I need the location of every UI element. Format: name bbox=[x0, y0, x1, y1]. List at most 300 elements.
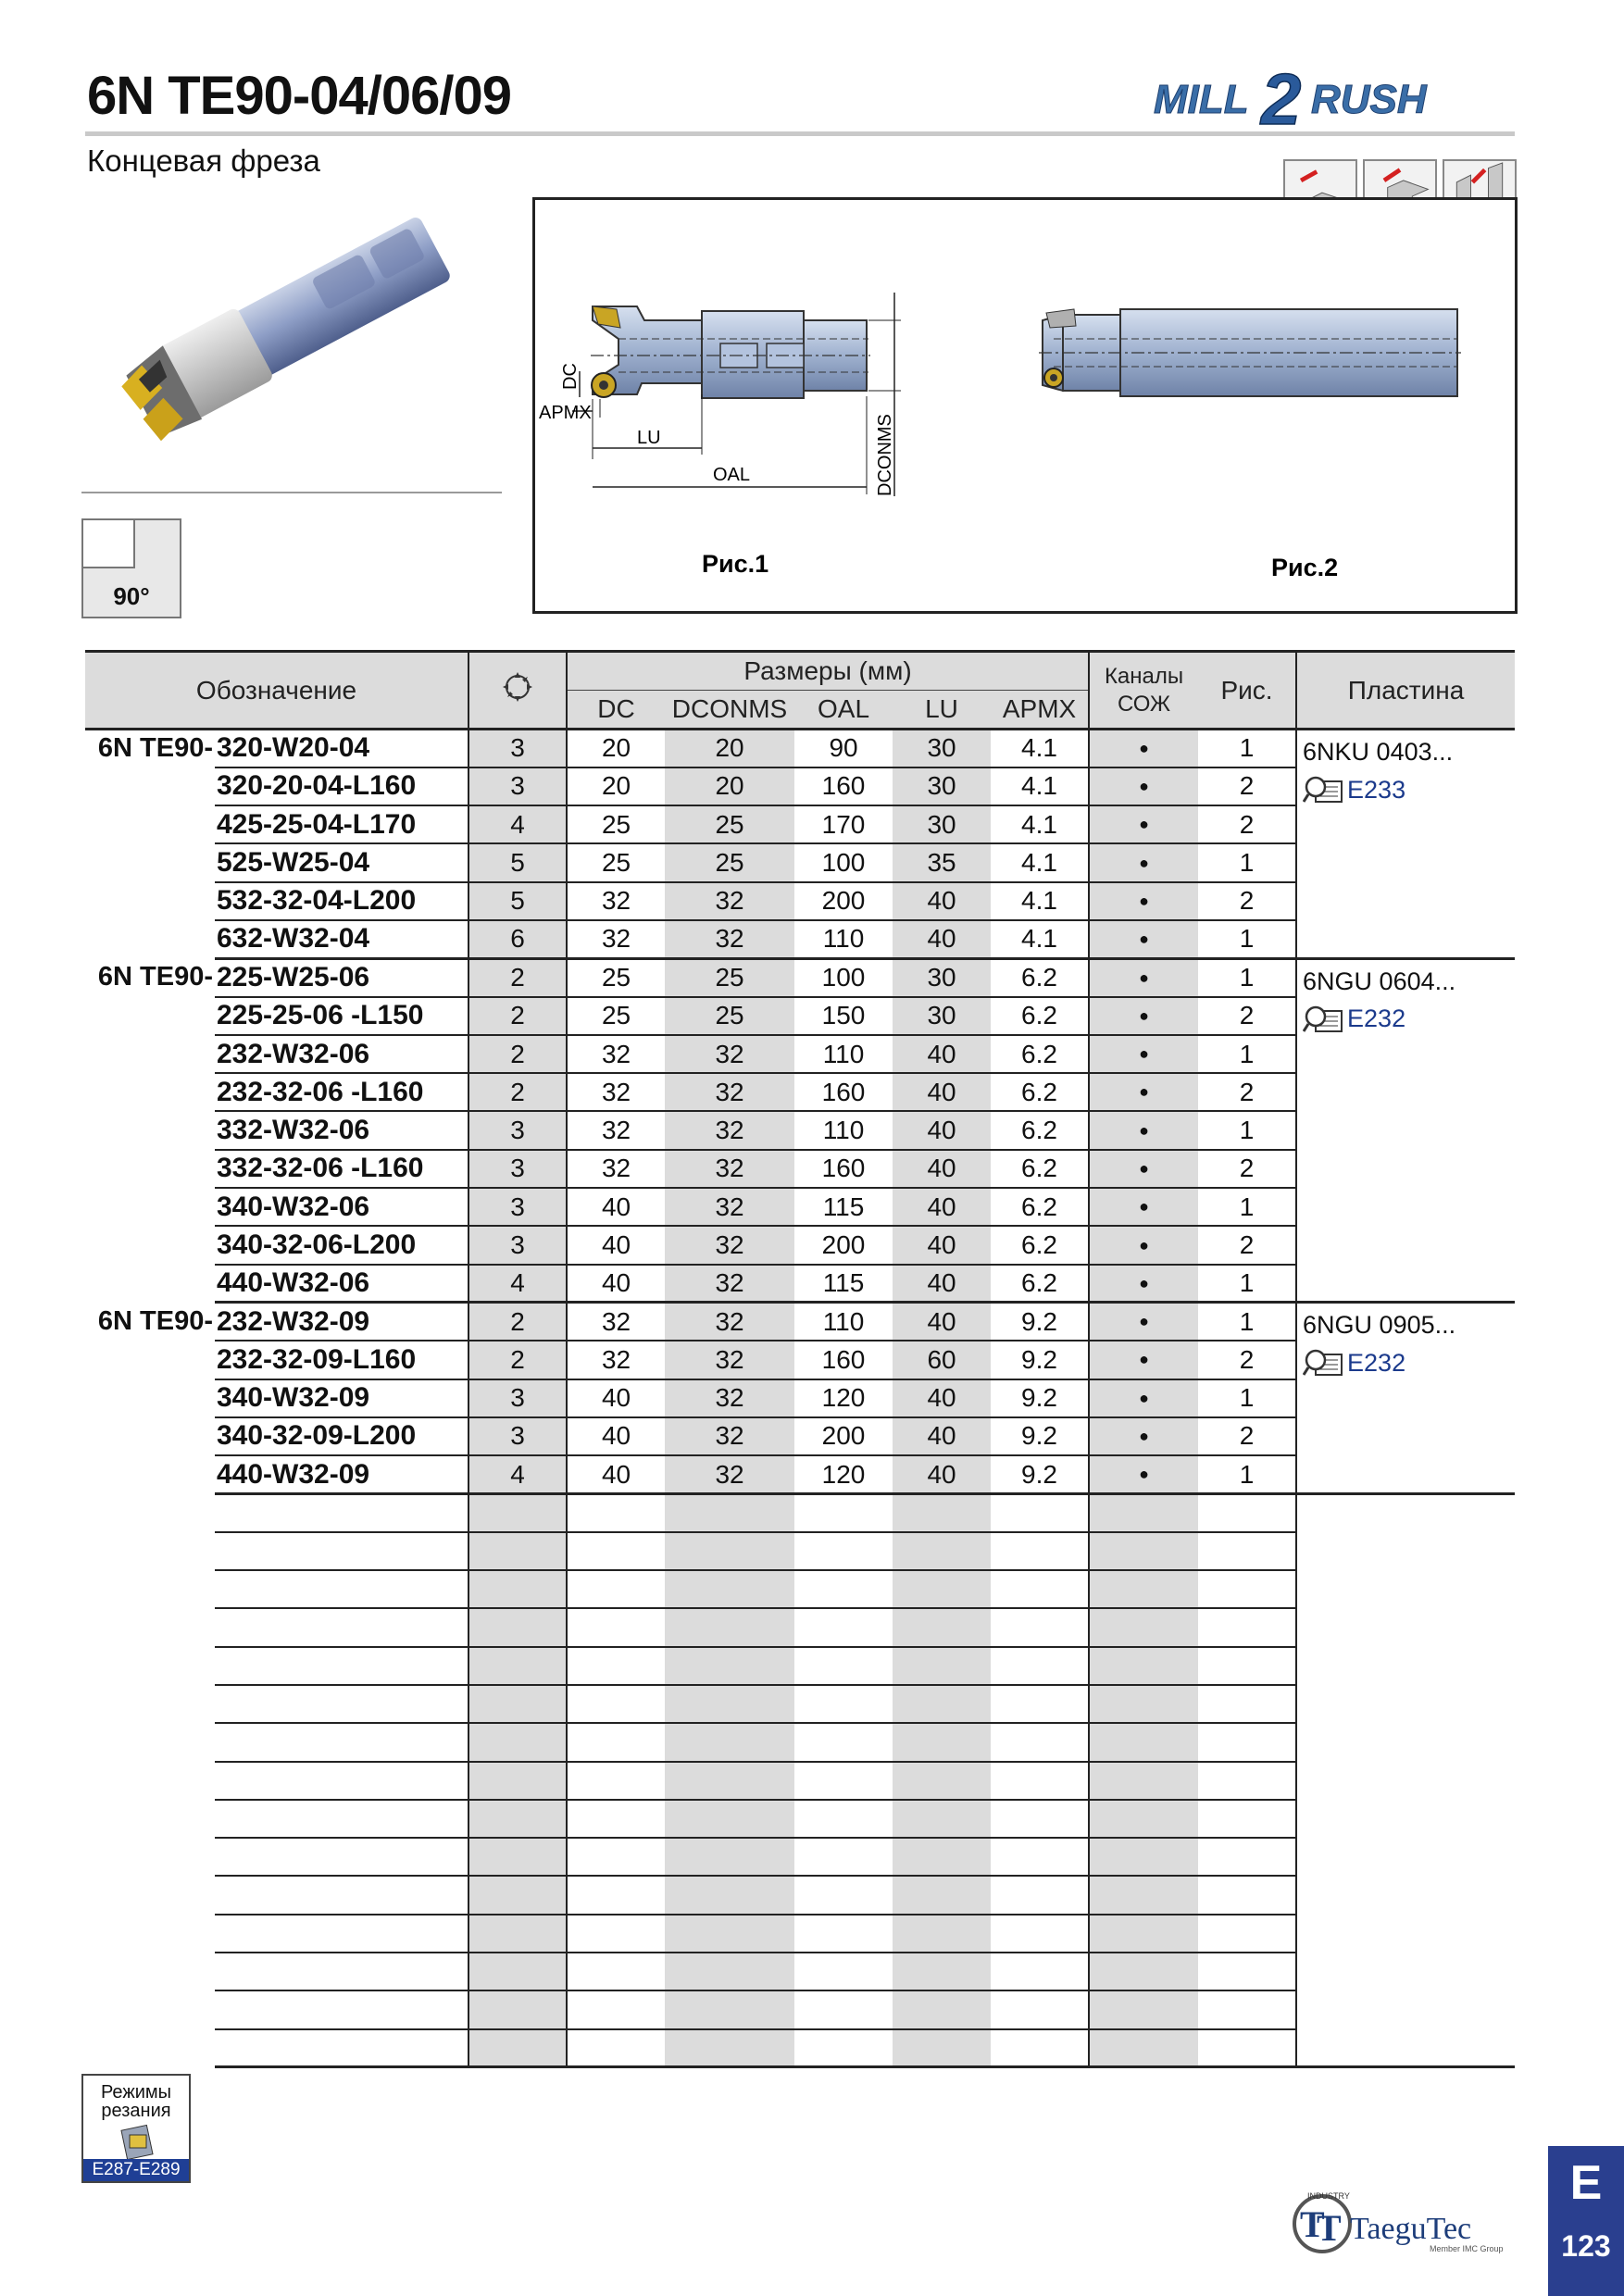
empty-prefix bbox=[85, 1953, 215, 1990]
empty-prefix bbox=[85, 1915, 215, 1953]
empty-cell bbox=[893, 1570, 991, 1608]
empty-cell bbox=[893, 1723, 991, 1761]
empty-insert-cell bbox=[1296, 1685, 1515, 1723]
cell-apmx: 6.2 bbox=[991, 1150, 1089, 1188]
empty-code bbox=[215, 1915, 468, 1953]
cell-dconms: 32 bbox=[665, 882, 794, 920]
cell-lu: 40 bbox=[893, 1188, 991, 1226]
empty-table-row bbox=[85, 1876, 1515, 1914]
empty-cell bbox=[794, 1723, 893, 1761]
empty-cell bbox=[1089, 1876, 1198, 1914]
cell-oal: 100 bbox=[794, 958, 893, 996]
cell-oal: 150 bbox=[794, 997, 893, 1035]
cell-dc: 40 bbox=[567, 1265, 665, 1303]
cell-oal: 120 bbox=[794, 1379, 893, 1417]
cell-lu: 30 bbox=[893, 997, 991, 1035]
cell-z: 3 bbox=[468, 730, 567, 767]
empty-cell bbox=[1089, 1570, 1198, 1608]
empty-cell bbox=[468, 1532, 567, 1570]
cell-coolant: ● bbox=[1089, 1111, 1198, 1149]
cell-coolant: ● bbox=[1089, 1188, 1198, 1226]
cell-lu: 40 bbox=[893, 1111, 991, 1149]
cell-oal: 200 bbox=[794, 1226, 893, 1264]
page-title: 6N TE90-04/06/09 bbox=[87, 66, 511, 126]
empty-cell bbox=[794, 1915, 893, 1953]
cell-dconms: 20 bbox=[665, 730, 794, 767]
empty-cell bbox=[991, 1532, 1089, 1570]
cell-lu: 30 bbox=[893, 767, 991, 805]
svg-text:2: 2 bbox=[1261, 59, 1302, 133]
brand-name: TaeguTec bbox=[1350, 2212, 1472, 2246]
cell-dconms: 32 bbox=[665, 1073, 794, 1111]
empty-cell bbox=[893, 1915, 991, 1953]
empty-cell bbox=[1198, 1685, 1296, 1723]
empty-cell bbox=[468, 1647, 567, 1685]
cell-z: 5 bbox=[468, 882, 567, 920]
cell-fig: 2 bbox=[1198, 767, 1296, 805]
empty-cell bbox=[567, 1762, 665, 1800]
magnifier-book-icon bbox=[1303, 1004, 1343, 1035]
cell-apmx: 6.2 bbox=[991, 958, 1089, 996]
cell-lu: 40 bbox=[893, 1265, 991, 1303]
cell-z: 3 bbox=[468, 1111, 567, 1149]
cell-lu: 40 bbox=[893, 1417, 991, 1455]
cell-fig: 1 bbox=[1198, 920, 1296, 958]
cell-apmx: 6.2 bbox=[991, 1073, 1089, 1111]
empty-cell bbox=[1198, 1493, 1296, 1531]
empty-cell bbox=[794, 1800, 893, 1838]
cell-lu: 40 bbox=[893, 1035, 991, 1073]
designation-code: 340-32-06-L200 bbox=[215, 1226, 468, 1264]
cell-oal: 160 bbox=[794, 1073, 893, 1111]
dc-dim-label: DC bbox=[560, 363, 581, 390]
cell-apmx: 6.2 bbox=[991, 1188, 1089, 1226]
cell-coolant: ● bbox=[1089, 1150, 1198, 1188]
empty-cell bbox=[567, 1876, 665, 1914]
approach-angle-box bbox=[81, 518, 181, 618]
cell-fig: 1 bbox=[1198, 958, 1296, 996]
cell-apmx: 9.2 bbox=[991, 1341, 1089, 1379]
empty-table-row bbox=[85, 1838, 1515, 1876]
fig2-label: Рис.2 bbox=[1271, 554, 1339, 581]
cell-apmx: 9.2 bbox=[991, 1303, 1089, 1341]
insert-name: 6NGU 0905... bbox=[1303, 1311, 1456, 1340]
empty-cell bbox=[794, 1685, 893, 1723]
cell-dconms: 25 bbox=[665, 805, 794, 843]
svg-text:MILL: MILL bbox=[1154, 77, 1249, 122]
empty-table-row bbox=[85, 1915, 1515, 1953]
cell-coolant: ● bbox=[1089, 1303, 1198, 1341]
empty-cell bbox=[665, 1800, 794, 1838]
empty-table-row bbox=[85, 1493, 1515, 1531]
empty-code bbox=[215, 1800, 468, 1838]
cutting-data-icon bbox=[117, 2124, 157, 2161]
empty-prefix bbox=[85, 1876, 215, 1914]
empty-cell bbox=[1089, 1762, 1198, 1800]
insert-name: 6NGU 0604... bbox=[1303, 967, 1456, 995]
svg-text:T: T bbox=[1317, 2207, 1342, 2249]
empty-code bbox=[215, 1876, 468, 1914]
empty-insert-cell bbox=[1296, 1876, 1515, 1914]
cell-z: 3 bbox=[468, 1226, 567, 1264]
insert-cell bbox=[1296, 730, 1515, 959]
empty-cell bbox=[665, 1876, 794, 1914]
empty-cell bbox=[991, 1647, 1089, 1685]
designation-code: 225-W25-06 bbox=[215, 958, 468, 996]
empty-code bbox=[215, 1570, 468, 1608]
cell-apmx: 6.2 bbox=[991, 1265, 1089, 1303]
page-number: 123 bbox=[1561, 2229, 1611, 2263]
empty-cell bbox=[665, 1570, 794, 1608]
designation-prefix bbox=[85, 1111, 215, 1149]
empty-code bbox=[215, 1762, 468, 1800]
cell-dconms: 32 bbox=[665, 920, 794, 958]
designation-prefix bbox=[85, 882, 215, 920]
empty-cell bbox=[794, 1493, 893, 1531]
empty-code bbox=[215, 2029, 468, 2067]
empty-cell bbox=[794, 1647, 893, 1685]
empty-cell bbox=[665, 1532, 794, 1570]
insert-cell bbox=[1296, 1303, 1515, 1493]
empty-cell bbox=[893, 1608, 991, 1646]
designation-prefix bbox=[85, 1455, 215, 1493]
cell-fig: 2 bbox=[1198, 1417, 1296, 1455]
empty-cell bbox=[893, 1953, 991, 1990]
empty-cell bbox=[1089, 1915, 1198, 1953]
designation-code: 440-W32-09 bbox=[215, 1455, 468, 1493]
empty-insert-cell bbox=[1296, 1762, 1515, 1800]
empty-cell bbox=[1198, 1723, 1296, 1761]
empty-cell bbox=[567, 1990, 665, 2028]
designation-prefix bbox=[85, 1035, 215, 1073]
fig2-tool-drawing bbox=[1039, 309, 1461, 396]
empty-cell bbox=[893, 1532, 991, 1570]
cell-apmx: 9.2 bbox=[991, 1417, 1089, 1455]
empty-table-row bbox=[85, 1762, 1515, 1800]
empty-cell bbox=[468, 1608, 567, 1646]
insert-page-ref[interactable]: E232 bbox=[1347, 1348, 1406, 1377]
cell-dconms: 25 bbox=[665, 958, 794, 996]
cell-z: 6 bbox=[468, 920, 567, 958]
cell-apmx: 6.2 bbox=[991, 997, 1089, 1035]
empty-cell bbox=[991, 1876, 1089, 1914]
cell-z: 4 bbox=[468, 1265, 567, 1303]
empty-cell bbox=[893, 1990, 991, 2028]
insert-page-ref[interactable]: E233 bbox=[1347, 775, 1406, 804]
empty-code bbox=[215, 1647, 468, 1685]
designation-code: 232-32-06 -L160 bbox=[215, 1073, 468, 1111]
brand-tagline: Member IMC Group bbox=[1430, 2244, 1504, 2253]
empty-cell bbox=[1089, 1493, 1198, 1531]
empty-cell bbox=[1198, 1990, 1296, 2028]
cell-z: 4 bbox=[468, 805, 567, 843]
cell-lu: 40 bbox=[893, 920, 991, 958]
cell-dconms: 32 bbox=[665, 1265, 794, 1303]
fig-header: Рис. bbox=[1198, 652, 1296, 730]
cell-coolant: ● bbox=[1089, 1265, 1198, 1303]
insert-header: Пластина bbox=[1296, 652, 1515, 730]
empty-prefix bbox=[85, 1608, 215, 1646]
empty-insert-cell bbox=[1296, 1915, 1515, 1953]
empty-table-row bbox=[85, 1532, 1515, 1570]
empty-code bbox=[215, 1990, 468, 2028]
cell-apmx: 4.1 bbox=[991, 805, 1089, 843]
cell-dc: 25 bbox=[567, 958, 665, 996]
cell-apmx: 6.2 bbox=[991, 1035, 1089, 1073]
empty-code bbox=[215, 1608, 468, 1646]
cell-z: 2 bbox=[468, 1303, 567, 1341]
cell-dconms: 32 bbox=[665, 1379, 794, 1417]
designation-code: 320-W20-04 bbox=[215, 730, 468, 767]
empty-insert-cell bbox=[1296, 1532, 1515, 1570]
empty-cell bbox=[893, 1685, 991, 1723]
cell-dconms: 32 bbox=[665, 1188, 794, 1226]
empty-table-row bbox=[85, 2029, 1515, 2067]
empty-cell bbox=[1198, 1608, 1296, 1646]
cell-coolant: ● bbox=[1089, 1379, 1198, 1417]
cell-fig: 1 bbox=[1198, 730, 1296, 767]
cell-dc: 32 bbox=[567, 920, 665, 958]
cell-oal: 110 bbox=[794, 1111, 893, 1149]
cell-fig: 1 bbox=[1198, 1035, 1296, 1073]
cell-lu: 40 bbox=[893, 1379, 991, 1417]
cell-coolant: ● bbox=[1089, 882, 1198, 920]
empty-cell bbox=[991, 1685, 1089, 1723]
empty-cell bbox=[665, 1915, 794, 1953]
cell-coolant: ● bbox=[1089, 767, 1198, 805]
cell-z: 2 bbox=[468, 958, 567, 996]
cutting-conditions-box[interactable] bbox=[81, 2074, 191, 2183]
tool-drawing-svg bbox=[535, 200, 1515, 611]
cell-z: 5 bbox=[468, 843, 567, 881]
empty-cell bbox=[468, 1953, 567, 1990]
cell-dc: 40 bbox=[567, 1188, 665, 1226]
cell-dc: 40 bbox=[567, 1455, 665, 1493]
empty-insert-cell bbox=[1296, 1647, 1515, 1685]
empty-cell bbox=[893, 1762, 991, 1800]
empty-insert-cell bbox=[1296, 1838, 1515, 1876]
cell-coolant: ● bbox=[1089, 730, 1198, 767]
cell-dc: 25 bbox=[567, 997, 665, 1035]
empty-prefix bbox=[85, 1570, 215, 1608]
cell-oal: 110 bbox=[794, 1035, 893, 1073]
empty-cell bbox=[1089, 1990, 1198, 2028]
cell-oal: 200 bbox=[794, 1417, 893, 1455]
empty-table-row bbox=[85, 1570, 1515, 1608]
empty-cell bbox=[991, 1570, 1089, 1608]
empty-code bbox=[215, 1953, 468, 1990]
insert-ref-link[interactable] bbox=[1303, 774, 1515, 805]
empty-cell bbox=[567, 1647, 665, 1685]
cell-lu: 40 bbox=[893, 1073, 991, 1111]
cell-dc: 32 bbox=[567, 1111, 665, 1149]
table-row bbox=[85, 1303, 1515, 1341]
cell-oal: 100 bbox=[794, 843, 893, 881]
empty-cell bbox=[567, 1532, 665, 1570]
spec-table-body bbox=[85, 730, 1515, 2067]
designation-code: 232-W32-06 bbox=[215, 1035, 468, 1073]
empty-cell bbox=[1089, 1723, 1198, 1761]
cell-dc: 20 bbox=[567, 730, 665, 767]
empty-cell bbox=[567, 1723, 665, 1761]
cell-dc: 32 bbox=[567, 1150, 665, 1188]
empty-cell bbox=[794, 2029, 893, 2067]
empty-cell bbox=[468, 2029, 567, 2067]
magnifier-book-icon bbox=[1303, 774, 1343, 805]
dc-header: DC bbox=[567, 691, 665, 730]
empty-cell bbox=[468, 1876, 567, 1914]
empty-cell bbox=[794, 1608, 893, 1646]
empty-cell bbox=[991, 1493, 1089, 1531]
empty-table-row bbox=[85, 1800, 1515, 1838]
empty-cell bbox=[665, 1762, 794, 1800]
fig1-tool-drawing bbox=[539, 293, 901, 496]
designation-code: 225-25-06 -L150 bbox=[215, 997, 468, 1035]
empty-cell bbox=[893, 2029, 991, 2067]
empty-cell bbox=[468, 1723, 567, 1761]
cell-dc: 32 bbox=[567, 1073, 665, 1111]
cell-fig: 1 bbox=[1198, 1111, 1296, 1149]
cell-oal: 115 bbox=[794, 1265, 893, 1303]
designation-code: 440-W32-06 bbox=[215, 1265, 468, 1303]
cell-apmx: 4.1 bbox=[991, 730, 1089, 767]
cell-coolant: ● bbox=[1089, 843, 1198, 881]
empty-cell bbox=[991, 1800, 1089, 1838]
dconms-dim-label: DCONMS bbox=[875, 414, 895, 496]
empty-cell bbox=[1198, 1570, 1296, 1608]
empty-cell bbox=[567, 1570, 665, 1608]
cell-dc: 32 bbox=[567, 1341, 665, 1379]
cell-z: 2 bbox=[468, 1341, 567, 1379]
designation-code: 340-32-09-L200 bbox=[215, 1417, 468, 1455]
dimensions-group-header: Размеры (мм) bbox=[567, 652, 1089, 691]
cell-apmx: 4.1 bbox=[991, 920, 1089, 958]
empty-table-row bbox=[85, 1647, 1515, 1685]
lu-header: LU bbox=[893, 691, 991, 730]
empty-cell bbox=[794, 1532, 893, 1570]
empty-cell bbox=[665, 1608, 794, 1646]
empty-cell bbox=[468, 1493, 567, 1531]
empty-cell bbox=[468, 1685, 567, 1723]
designation-prefix: 6N TE90- bbox=[97, 1306, 213, 1337]
cell-coolant: ● bbox=[1089, 1341, 1198, 1379]
empty-cell bbox=[567, 1685, 665, 1723]
empty-cell bbox=[468, 1762, 567, 1800]
photo-divider bbox=[81, 492, 502, 493]
cell-coolant: ● bbox=[1089, 805, 1198, 843]
empty-cell bbox=[1198, 1532, 1296, 1570]
cell-dconms: 32 bbox=[665, 1035, 794, 1073]
mill2rush-logo bbox=[1152, 59, 1522, 133]
cell-dconms: 32 bbox=[665, 1455, 794, 1493]
designation-prefix bbox=[85, 1379, 215, 1417]
empty-prefix bbox=[85, 1532, 215, 1570]
empty-prefix bbox=[85, 1493, 215, 1531]
cell-dconms: 32 bbox=[665, 1111, 794, 1149]
empty-cell bbox=[665, 1493, 794, 1531]
empty-cell bbox=[567, 1800, 665, 1838]
designation-code: 425-25-04-L170 bbox=[215, 805, 468, 843]
cell-dc: 20 bbox=[567, 767, 665, 805]
empty-cell bbox=[991, 1953, 1089, 1990]
empty-cell bbox=[665, 1838, 794, 1876]
empty-cell bbox=[468, 1915, 567, 1953]
cell-z: 3 bbox=[468, 767, 567, 805]
empty-cell bbox=[567, 1915, 665, 1953]
insert-name: 6NKU 0403... bbox=[1303, 738, 1454, 766]
designation-code: 332-W32-06 bbox=[215, 1111, 468, 1149]
designation-code: 332-32-06 -L160 bbox=[215, 1150, 468, 1188]
empty-cell bbox=[991, 1838, 1089, 1876]
empty-insert-cell bbox=[1296, 1493, 1515, 1531]
cell-dc: 32 bbox=[567, 1303, 665, 1341]
empty-cell bbox=[468, 1570, 567, 1608]
cell-dconms: 32 bbox=[665, 1226, 794, 1264]
empty-cell bbox=[665, 1685, 794, 1723]
empty-cell bbox=[468, 1800, 567, 1838]
empty-cell bbox=[567, 1838, 665, 1876]
cell-lu: 40 bbox=[893, 882, 991, 920]
cell-apmx: 4.1 bbox=[991, 843, 1089, 881]
cell-fig: 1 bbox=[1198, 1379, 1296, 1417]
empty-insert-cell bbox=[1296, 1800, 1515, 1838]
cell-dconms: 32 bbox=[665, 1303, 794, 1341]
insert-ref-link[interactable] bbox=[1303, 1347, 1515, 1379]
empty-cell bbox=[1089, 1838, 1198, 1876]
empty-table-row bbox=[85, 1723, 1515, 1761]
designation-prefix bbox=[85, 920, 215, 958]
cell-z: 3 bbox=[468, 1379, 567, 1417]
empty-cell bbox=[991, 2029, 1089, 2067]
empty-cell bbox=[1198, 1838, 1296, 1876]
cell-z: 3 bbox=[468, 1188, 567, 1226]
cutting-conditions-ref[interactable]: E287-E289 bbox=[83, 2159, 189, 2181]
empty-cell bbox=[665, 2029, 794, 2067]
approach-angle-label: 90° bbox=[113, 582, 150, 610]
cell-dconms: 20 bbox=[665, 767, 794, 805]
svg-text:T: T bbox=[1300, 2203, 1325, 2245]
empty-cell bbox=[794, 1876, 893, 1914]
insert-ref-link[interactable] bbox=[1303, 1004, 1515, 1035]
cell-lu: 40 bbox=[893, 1303, 991, 1341]
cell-fig: 2 bbox=[1198, 1226, 1296, 1264]
empty-cell bbox=[1089, 1608, 1198, 1646]
cell-coolant: ● bbox=[1089, 1073, 1198, 1111]
cell-fig: 2 bbox=[1198, 1150, 1296, 1188]
svg-text:RUSH: RUSH bbox=[1311, 77, 1427, 122]
empty-cell bbox=[1198, 1915, 1296, 1953]
cell-oal: 200 bbox=[794, 882, 893, 920]
cell-lu: 40 bbox=[893, 1455, 991, 1493]
designation-code: 340-W32-06 bbox=[215, 1188, 468, 1226]
cell-dc: 40 bbox=[567, 1379, 665, 1417]
empty-table-row bbox=[85, 1685, 1515, 1723]
cell-dconms: 32 bbox=[665, 1341, 794, 1379]
cell-apmx: 6.2 bbox=[991, 1111, 1089, 1149]
empty-cell bbox=[1089, 1647, 1198, 1685]
designation-code: 232-32-09-L160 bbox=[215, 1341, 468, 1379]
cell-oal: 110 bbox=[794, 1303, 893, 1341]
cell-z: 3 bbox=[468, 1417, 567, 1455]
oal-dim-label: OAL bbox=[713, 465, 751, 485]
insert-page-ref[interactable]: E232 bbox=[1347, 1004, 1406, 1033]
cell-lu: 60 bbox=[893, 1341, 991, 1379]
empty-cell bbox=[991, 1608, 1089, 1646]
cell-dconms: 32 bbox=[665, 1150, 794, 1188]
cell-z: 4 bbox=[468, 1455, 567, 1493]
empty-prefix bbox=[85, 1685, 215, 1723]
magnifier-book-icon bbox=[1303, 1347, 1343, 1379]
